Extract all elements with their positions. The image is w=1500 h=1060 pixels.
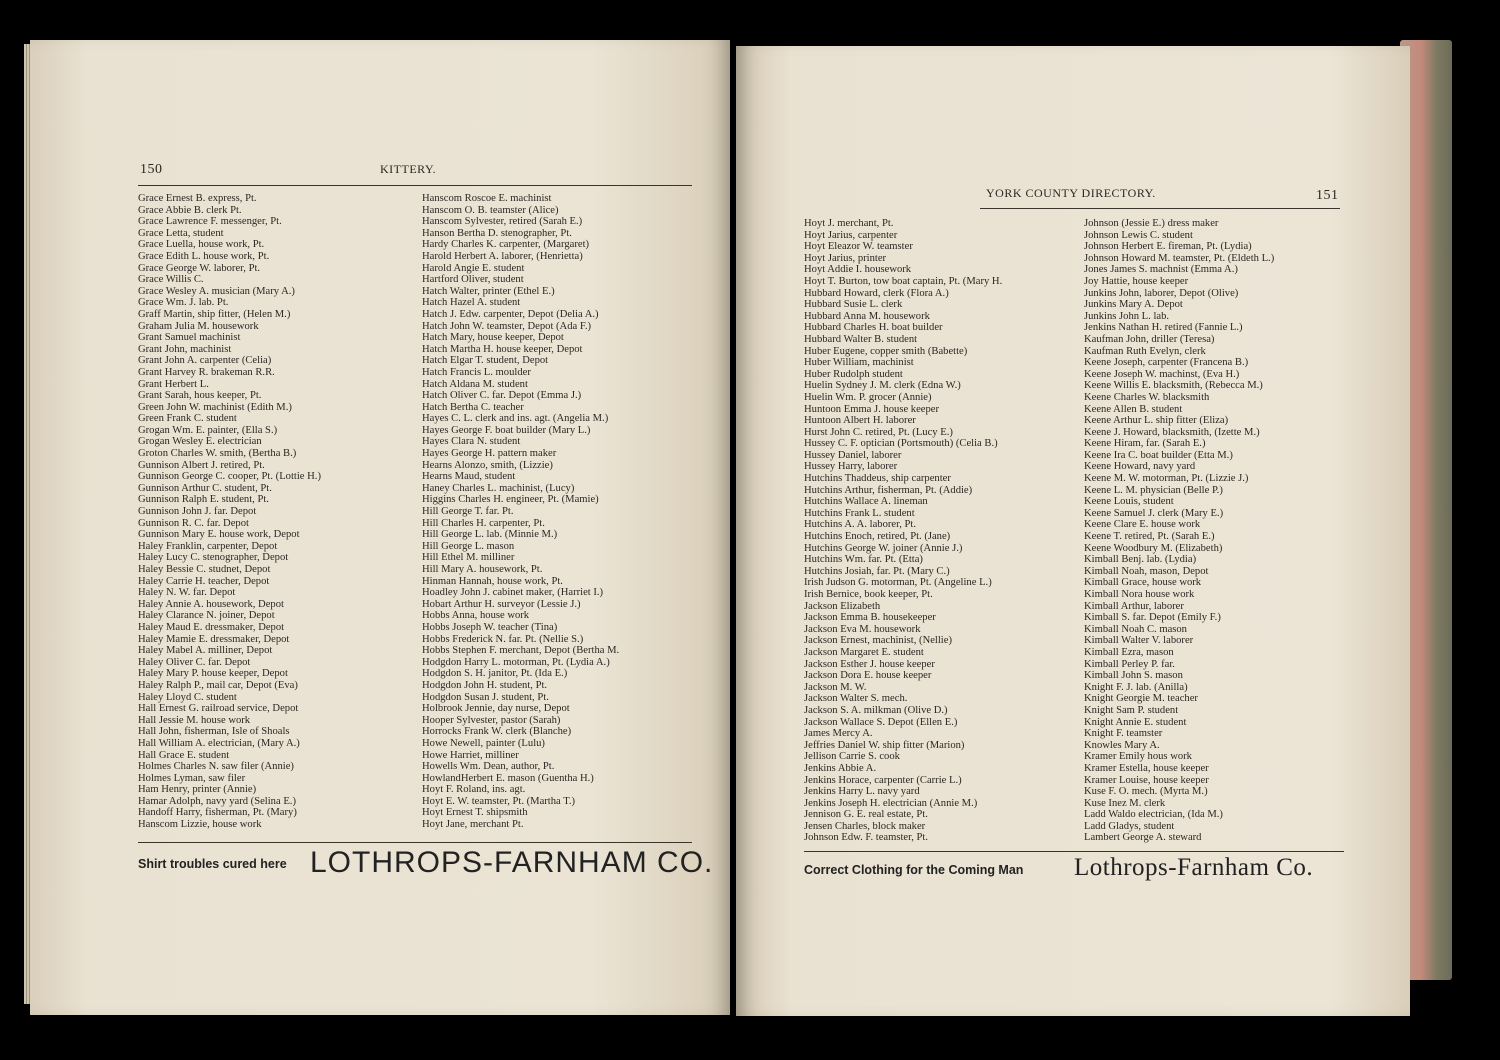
- directory-entry: James Mercy A.: [804, 728, 873, 740]
- directory-entry: Hussey Daniel, laborer: [804, 449, 902, 461]
- directory-entry: Green Frank C. student: [138, 413, 237, 425]
- directory-entry: Knight Georgie M. teacher: [1084, 693, 1198, 705]
- directory-entry: Hoyt Jarius, carpenter: [804, 229, 898, 241]
- directory-entry: Jeffries Daniel W. ship fitter (Marion): [804, 739, 965, 751]
- directory-entry: Haley Mabel A. milliner, Depot: [138, 645, 273, 657]
- directory-entry: Keene Ira C. boat builder (Etta M.): [1084, 449, 1233, 461]
- directory-entry: Horrocks Frank W. clerk (Blanche): [422, 726, 572, 738]
- directory-entry: Keene Louis, student: [1084, 496, 1174, 508]
- directory-entry: HowlandHerbert E. mason (Guentha H.): [422, 772, 594, 784]
- directory-entry: Hanson Bertha D. stenographer, Pt.: [422, 227, 572, 239]
- ad-company-name: LOTHROPS-FARNHAM CO.: [310, 846, 714, 879]
- directory-entry: Kuse Inez M. clerk: [1084, 797, 1166, 809]
- directory-entry: Hartford Oliver, student: [422, 274, 524, 286]
- directory-entry: Kimball Perley P. far.: [1084, 658, 1175, 670]
- directory-entry: Grace Luella, house work, Pt.: [138, 239, 265, 251]
- directory-entry: Ladd Gladys, student: [1084, 820, 1175, 832]
- directory-entry: Keene Joseph, carpenter (Francena B.): [1084, 357, 1249, 369]
- directory-column: [422, 193, 619, 831]
- directory-entry: Hatch Bertha C. teacher: [422, 401, 524, 413]
- directory-entry: Haley Mamie E. dressmaker, Depot: [138, 633, 290, 645]
- directory-entry: Hutchins Arthur, fisherman, Pt. (Addie): [804, 484, 973, 496]
- directory-entry: Hutchins Frank L. student: [804, 507, 915, 519]
- directory-entry: Grogan Wm. E. painter, (Ella S.): [138, 424, 278, 436]
- directory-entry: Jackson Elizabeth: [804, 600, 881, 612]
- directory-entry: Junkins Mary A. Depot: [1084, 299, 1183, 311]
- directory-entry: Keene Arthur L. ship fitter (Eliza): [1084, 415, 1229, 427]
- directory-entry: Haney Charles L. machinist, (Lucy): [422, 482, 575, 494]
- ad-tagline: Correct Clothing for the Coming Man: [804, 863, 1024, 877]
- directory-entry: Haley N. W. far. Depot: [138, 587, 236, 599]
- directory-entry: Hill Charles H. carpenter, Pt.: [422, 517, 545, 529]
- directory-entry: Huntoon Emma J. house keeper: [804, 403, 940, 415]
- directory-entry: Hutchins Thaddeus, ship carpenter: [804, 473, 951, 485]
- directory-entry: Hoyt Jarius, printer: [804, 252, 887, 264]
- directory-entry: Kuse F. O. mech. (Myrta M.): [1084, 786, 1208, 798]
- directory-entry: Huntoon Albert H. laborer: [804, 415, 916, 427]
- directory-entry: Gunnison R. C. far. Depot: [138, 517, 249, 529]
- directory-entry: Grace Letta, student: [138, 227, 224, 239]
- page-header-title: YORK COUNTY DIRECTORY.: [986, 186, 1156, 200]
- directory-entry: Hoyt T. Burton, tow boat captain, Pt. (Mary H.: [804, 275, 1003, 287]
- directory-entry: Graff Martin, ship fitter, (Helen M.): [138, 308, 291, 320]
- directory-entry: Johnson Howard M. teamster, Pt. (Eldeth L.): [1084, 252, 1275, 264]
- directory-entry: Hoyt Ernest T. shipsmith: [422, 807, 528, 819]
- directory-entry: Gunnison George C. cooper, Pt. (Lottie H.): [138, 471, 321, 483]
- directory-entry: Kimball S. far. Depot (Emily F.): [1084, 612, 1221, 624]
- directory-entry: Huber Rudolph student: [804, 368, 903, 380]
- directory-entry: Hobbs Stephen F. merchant, Depot (Bertha M.: [422, 645, 620, 657]
- directory-entry: Kimball Noah C. mason: [1084, 623, 1187, 635]
- directory-entry: Kimball Walter V. laborer: [1084, 635, 1194, 647]
- directory-entry: Hodgdon John H. student, Pt.: [422, 679, 548, 691]
- directory-entry: Grant Harvey R. brakeman R.R.: [138, 366, 275, 378]
- directory-entry: Junkins John L. lab.: [1084, 310, 1170, 322]
- directory-entry: Hayes George H. pattern maker: [422, 448, 557, 460]
- directory-entry: Hurst John C. retired, Pt. (Lucy E.): [804, 426, 953, 438]
- directory-entry: Huber William, machinist: [804, 357, 914, 369]
- directory-entry: Kramer Estella, house keeper: [1084, 762, 1209, 774]
- directory-entry: Hoadley John J. cabinet maker, (Harriet I.): [422, 587, 604, 599]
- directory-entry: Gunnison Arthur C. student, Pt.: [138, 482, 272, 494]
- directory-entry: Keene T. retired, Pt. (Sarah E.): [1084, 531, 1215, 543]
- directory-entry: Hardy Charles K. carpenter, (Margaret): [422, 239, 590, 251]
- directory-entry: Haley Maud E. dressmaker, Depot: [138, 621, 285, 633]
- directory-entry: Jensen Charles, block maker: [804, 820, 926, 832]
- directory-column: [138, 193, 321, 831]
- directory-entry: Kimball John S. mason: [1084, 670, 1183, 682]
- directory-entry: Hill Ethel M. milliner: [422, 552, 515, 564]
- directory-column: [804, 218, 1002, 844]
- directory-entry: Hatch Martha H. house keeper, Depot: [422, 343, 583, 355]
- directory-entry: Hall John, fisherman, Isle of Shoals: [138, 726, 290, 738]
- directory-entry: Hussey Harry, laborer: [804, 461, 898, 473]
- directory-entry: Hatch Hazel A. student: [422, 297, 521, 309]
- directory-entry: Jackson M. W.: [804, 681, 867, 693]
- directory-entry: Irish Judson G. motorman, Pt. (Angeline L.): [804, 577, 992, 589]
- directory-entry: Jennison G. E. real estate, Pt.: [804, 809, 928, 821]
- directory-entry: Hamar Adolph, navy yard (Selina E.): [138, 795, 296, 807]
- directory-entry: Grace Edith L. house work, Pt.: [138, 250, 270, 262]
- directory-entry: Hoyt F. Roland, ins. agt.: [422, 784, 526, 796]
- directory-entry: Johnson Edw. F. teamster, Pt.: [804, 832, 928, 844]
- directory-entry: Grace Wm. J. lab. Pt.: [138, 297, 229, 309]
- directory-entry: Jenkins Joseph H. electrician (Annie M.): [804, 797, 978, 809]
- directory-entry: Haley Bessie C. studnet, Depot: [138, 564, 271, 575]
- directory-entry: Hussey C. F. optician (Portsmouth) (Celia B.): [804, 438, 998, 450]
- directory-entry: Knight Annie E. student: [1084, 716, 1187, 728]
- directory-entry: Hatch J. Edw. carpenter, Depot (Delia A.): [422, 308, 599, 320]
- directory-entry: Jackson Wallace S. Depot (Ellen E.): [804, 716, 958, 728]
- footer-rule: [804, 851, 1344, 852]
- directory-entry: Jackson Ernest, machinist, (Nellie): [804, 635, 952, 647]
- directory-entry: Howe Newell, painter (Lulu): [422, 737, 545, 749]
- directory-entry: Hayes C. L. clerk and ins. agt. (Angelia M.): [422, 413, 609, 425]
- directory-entry: Haley Ralph P., mail car, Depot (Eva): [138, 679, 298, 691]
- directory-entry: Kaufman Ruth Evelyn, clerk: [1084, 345, 1206, 357]
- directory-entry: Grace Ernest B. express, Pt.: [138, 193, 257, 204]
- footer-rule: [138, 842, 692, 843]
- directory-entry: Joy Hattie, house keeper: [1084, 275, 1189, 287]
- directory-entry: Grace Lawrence F. messenger, Pt.: [138, 216, 282, 228]
- directory-entry: Harold Herbert A. laborer, (Henrietta): [422, 250, 583, 262]
- directory-entry: Hall Jessie M. house work: [138, 714, 251, 726]
- directory-entry: Hall Ernest G. railroad service, Depot: [138, 703, 299, 715]
- directory-entry: Hearns Maud, student: [422, 471, 516, 483]
- directory-entry: Haley Mary P. house keeper, Depot: [138, 668, 288, 680]
- directory-entry: Keene Charles W. blacksmith: [1084, 391, 1210, 403]
- directory-entry: Haley Oliver C. far. Depot: [138, 656, 251, 668]
- directory-column: [1084, 218, 1274, 844]
- directory-entry: Haley Annie A. housework, Depot: [138, 598, 284, 610]
- directory-entry: Hobbs Frederick N. far. Pt. (Nellie S.): [422, 633, 584, 645]
- directory-entry: Howe Harriet, milliner: [422, 749, 519, 761]
- directory-entry: Keene J. Howard, blacksmith, (Izette M.): [1084, 426, 1260, 438]
- directory-entry: Hutchins A. A. laborer, Pt.: [804, 519, 916, 531]
- directory-entry: Hill Mary A. housework, Pt.: [422, 564, 543, 575]
- directory-entry: Keene Howard, navy yard: [1084, 461, 1196, 473]
- directory-entry: Hatch Elgar T. student, Depot: [422, 355, 549, 367]
- directory-entry: Keene Samuel J. clerk (Mary E.): [1084, 507, 1224, 519]
- directory-entry: Grant John A. carpenter (Celia): [138, 355, 272, 367]
- directory-entry: Hanscom Roscoe E. machinist: [422, 193, 552, 204]
- directory-entry: Hubbard Walter B. student: [804, 333, 918, 345]
- directory-entry: Jones James S. machnist (Emma A.): [1084, 264, 1238, 276]
- directory-entry: Jackson Eva M. housework: [804, 623, 921, 635]
- directory-entry: Kimball Benj. lab. (Lydia): [1084, 554, 1197, 566]
- directory-entry: Hayes George F. boat builder (Mary L.): [422, 424, 591, 436]
- directory-entry: Hatch Oliver C. far. Depot (Emma J.): [422, 390, 582, 402]
- directory-entry: Grant Herbert L.: [138, 378, 209, 390]
- directory-entry: Knowles Mary A.: [1084, 739, 1160, 751]
- directory-entry: Hoyt E. W. teamster, Pt. (Martha T.): [422, 795, 576, 807]
- directory-entry: Keene Willis E. blacksmith, (Rebecca M.): [1084, 380, 1263, 392]
- directory-entry: Keene Hiram, far. (Sarah E.): [1084, 438, 1206, 450]
- directory-entry: Johnson Lewis C. student: [1084, 229, 1193, 241]
- directory-entry: Hobart Arthur H. surveyor (Lessie J.): [422, 598, 581, 610]
- directory-entry: Hutchins Josiah, far. Pt. (Mary C.): [804, 565, 950, 577]
- directory-entry: Kimball Ezra, mason: [1084, 646, 1174, 658]
- directory-entry: Hill George L. mason: [422, 540, 515, 552]
- directory-entry: Keene M. W. motorman, Pt. (Lizzie J.): [1084, 473, 1249, 485]
- directory-entry: Kramer Emily hous work: [1084, 751, 1192, 763]
- directory-entry: Holmes Charles N. saw filer (Annie): [138, 761, 294, 773]
- directory-entry: Kimball Nora house work: [1084, 589, 1195, 600]
- directory-entry: Kramer Louise, house keeper: [1084, 774, 1209, 786]
- directory-entry: Hoyt Addie I. housework: [804, 264, 912, 276]
- directory-entry: Haley Lloyd C. student: [138, 691, 237, 703]
- directory-entry: Keene Allen B. student: [1084, 403, 1183, 415]
- directory-entry: Hatch Francis L. moulder: [422, 366, 531, 378]
- directory-entry: Hatch Aldana M. student: [422, 378, 528, 390]
- directory-entry: Hutchins Wm. far. Pt. (Etta): [804, 554, 923, 566]
- page-number: 150: [140, 162, 163, 177]
- directory-entry: Jenkins Horace, carpenter (Carrie L.): [804, 774, 962, 786]
- directory-entry: Jackson Walter S. mech.: [804, 693, 908, 705]
- directory-entry: Gunnison Albert J. retired, Pt.: [138, 459, 265, 471]
- directory-entry: Hodgdon Susan J. student, Pt.: [422, 691, 549, 703]
- directory-entry: Hubbard Charles H. boat builder: [804, 322, 943, 334]
- directory-entry: Gunnison Mary E. house work, Depot: [138, 529, 300, 541]
- directory-entry: Hatch John W. teamster, Depot (Ada F.): [422, 320, 592, 332]
- directory-entry: Gunnison John J. far. Depot: [138, 506, 257, 518]
- directory-entry: Handoff Harry, fisherman, Pt. (Mary): [138, 807, 297, 819]
- directory-entry: Knight F. J. lab. (Anilla): [1084, 681, 1188, 693]
- directory-entry: Graham Julia M. housework: [138, 320, 259, 332]
- directory-entry: Junkins John, laborer, Depot (Olive): [1084, 287, 1239, 299]
- directory-entry: Irish Bernice, book keeper, Pt.: [804, 589, 933, 600]
- right-page: [736, 46, 1410, 1016]
- directory-entry: Keene Woodbury M. (Elizabeth): [1084, 542, 1223, 554]
- directory-entry: Hodgdon S. H. janitor, Pt. (Ida E.): [422, 668, 568, 680]
- directory-entry: Grace George W. laborer, Pt.: [138, 262, 261, 274]
- directory-entry: Hutchins George W. joiner (Annie J.): [804, 542, 963, 554]
- directory-entry: Hatch Walter, printer (Ethel E.): [422, 285, 555, 297]
- directory-entry: Hill George L. lab. (Minnie M.): [422, 529, 558, 541]
- directory-entry: Huelin Wm. P. grocer (Annie): [804, 391, 932, 403]
- directory-entry: Higgins Charles H. engineer, Pt. (Mamie): [422, 494, 599, 506]
- directory-entry: Hatch Mary, house keeper, Depot: [422, 332, 564, 344]
- directory-entry: Kimball Noah, mason, Depot: [1084, 565, 1209, 577]
- directory-entry: Hanscom O. B. teamster (Alice): [422, 204, 559, 216]
- directory-entry: Johnson (Jessie E.) dress maker: [1084, 218, 1219, 229]
- directory-entry: Hutchins Wallace A. lineman: [804, 496, 928, 508]
- directory-entry: Jenkins Abbie A.: [804, 762, 877, 774]
- directory-entry: Hall William A. electrician, (Mary A.): [138, 737, 300, 749]
- directory-entry: Kimball Grace, house work: [1084, 577, 1202, 589]
- header-rule: [980, 208, 1340, 209]
- directory-entry: Hubbard Howard, clerk (Flora A.): [804, 287, 949, 299]
- directory-entry: Gunnison Ralph E. student, Pt.: [138, 494, 269, 506]
- directory-entry: Hanscom Lizzie, house work: [138, 819, 262, 831]
- directory-entry: Knight F. teamster: [1084, 728, 1163, 740]
- directory-entry: Holmes Lyman, saw filer: [138, 772, 246, 784]
- directory-entry: Keene Joseph W. machinst, (Eva H.): [1084, 368, 1240, 380]
- directory-entry: Grant Sarah, hous keeper, Pt.: [138, 390, 262, 402]
- header-rule: [138, 185, 692, 186]
- directory-entry: Hanscom Sylvester, retired (Sarah E.): [422, 216, 583, 228]
- directory-entry: Hill George T. far. Pt.: [422, 506, 514, 518]
- ad-company-name: Lothrops-Farnham Co.: [1074, 854, 1314, 881]
- directory-entry: Jenkins Nathan H. retired (Fannie L.): [1084, 322, 1243, 334]
- directory-entry: Knight Sam P. student: [1084, 704, 1179, 716]
- directory-entry: Haley Franklin, carpenter, Depot: [138, 540, 278, 552]
- directory-entry: Haley Carrie H. teacher, Depot: [138, 575, 270, 587]
- directory-entry: Hayes Clara N. student: [422, 436, 521, 448]
- directory-entry: Grace Wesley A. musician (Mary A.): [138, 285, 295, 297]
- page-header-title: KITTERY.: [380, 162, 437, 176]
- directory-entry: Jellison Carrie S. cook: [804, 751, 900, 763]
- directory-entry: Harold Angie E. student: [422, 262, 525, 274]
- directory-entry: Grant Samuel machinist: [138, 332, 241, 344]
- directory-entry: Kimball Arthur, laborer: [1084, 600, 1184, 612]
- page-number: 151: [1316, 188, 1339, 203]
- directory-entry: Ham Henry, printer (Annie): [138, 784, 257, 796]
- directory-entry: Grant John, machinist: [138, 343, 232, 355]
- directory-entry: Grace Willis C.: [138, 274, 204, 286]
- directory-entry: Jackson S. A. milkman (Olive D.): [804, 704, 948, 716]
- directory-entry: Hoyt Jane, merchant Pt.: [422, 819, 524, 831]
- directory-entry: Hooper Sylvester, pastor (Sarah): [422, 714, 561, 726]
- directory-entry: Keene L. M. physician (Belle P.): [1084, 484, 1223, 496]
- directory-entry: Groton Charles W. smith, (Bertha B.): [138, 448, 297, 460]
- directory-entry: Keene Clare E. house work: [1084, 519, 1201, 531]
- directory-entry: Howells Wm. Dean, author, Pt.: [422, 761, 555, 773]
- directory-entry: Kaufman John, driller (Teresa): [1084, 333, 1215, 345]
- directory-entry: Hutchins Enoch, retired, Pt. (Jane): [804, 531, 951, 543]
- left-page: [30, 40, 730, 1015]
- directory-entry: Haley Clarance N. joiner, Depot: [138, 610, 275, 622]
- directory-entry: Hodgdon Harry L. motorman, Pt. (Lydia A.): [422, 656, 610, 668]
- directory-entry: Johnson Herbert E. fireman, Pt. (Lydia): [1084, 241, 1252, 253]
- directory-entry: Hearns Alonzo, smith, (Lizzie): [422, 459, 553, 471]
- directory-entry: Hoyt J. merchant, Pt.: [804, 218, 894, 229]
- directory-entry: Hobbs Joseph W. teacher (Tina): [422, 621, 558, 633]
- directory-entry: Jackson Margaret E. student: [804, 646, 924, 658]
- directory-entry: Huber Eugene, copper smith (Babette): [804, 345, 968, 357]
- directory-entry: Jackson Esther J. house keeper: [804, 658, 935, 670]
- directory-entry: Ladd Waldo electrician, (Ida M.): [1084, 809, 1223, 821]
- directory-entry: Jackson Dora E. house keeper: [804, 670, 932, 682]
- directory-entry: Jenkins Harry L. navy yard: [804, 786, 920, 798]
- directory-entry: Hinman Hannah, house work, Pt.: [422, 575, 563, 587]
- directory-entry: Grogan Wesley E. electrician: [138, 436, 262, 448]
- directory-entry: Grace Abbie B. clerk Pt.: [138, 204, 242, 216]
- directory-entry: Hubbard Susie L. clerk: [804, 299, 903, 311]
- directory-entry: Green John W. machinist (Edith M.): [138, 401, 292, 413]
- ad-tagline: Shirt troubles cured here: [138, 857, 287, 871]
- directory-entry: Hobbs Anna, house work: [422, 610, 530, 622]
- directory-entry: Hubbard Anna M. housework: [804, 310, 930, 322]
- directory-entry: Hall Grace E. student: [138, 749, 230, 761]
- directory-entry: Lambert George A. steward: [1084, 832, 1202, 844]
- directory-entry: Haley Lucy C. stenographer, Depot: [138, 552, 289, 564]
- directory-entry: Jackson Emma B. housekeeper: [804, 612, 936, 624]
- directory-entry: Huelin Sydney J. M. clerk (Edna W.): [804, 380, 961, 392]
- directory-entry: Hoyt Eleazor W. teamster: [804, 241, 913, 253]
- directory-entry: Holbrook Jennie, day nurse, Depot: [422, 703, 570, 715]
